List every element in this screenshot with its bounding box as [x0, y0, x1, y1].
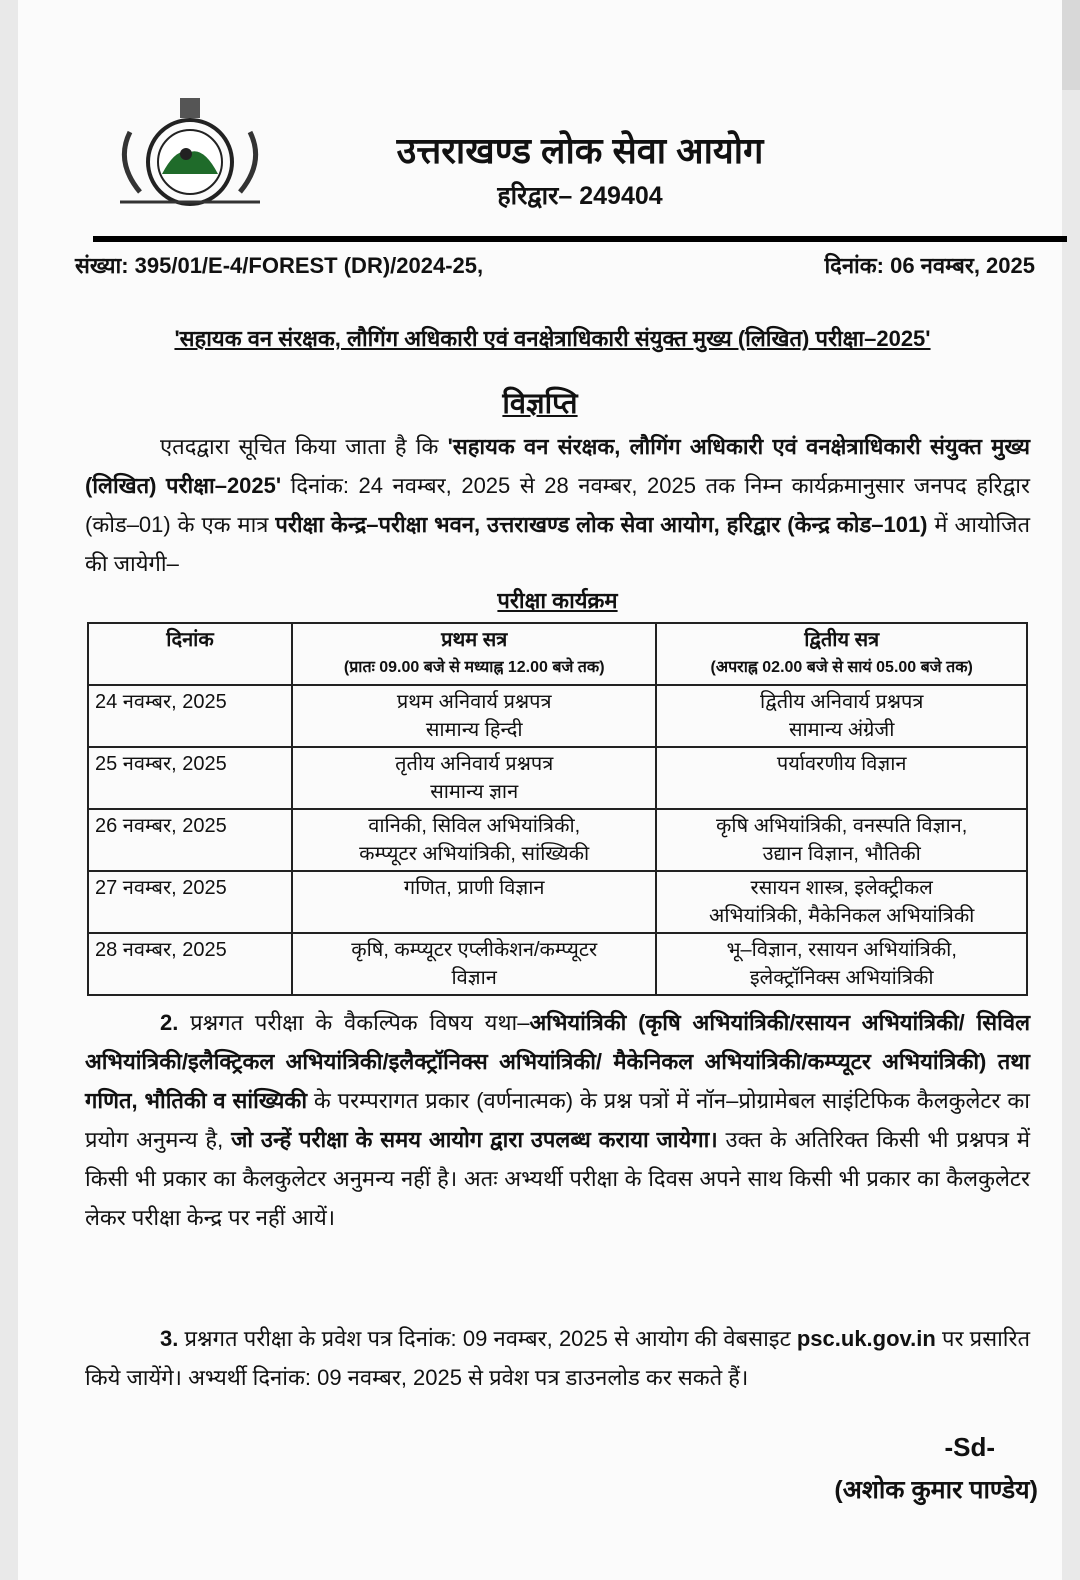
table-row: [88, 685, 1027, 747]
organization-address: हरिद्वार– 249404: [497, 182, 663, 210]
para3-segment: 3.: [160, 1326, 185, 1351]
row-first-session: वानिकी, सिविल अभियांत्रिकी, कम्प्यूटर अभियांत्रिकी, सांख्यिकी: [292, 809, 656, 871]
signature-sd: -Sd-: [944, 1432, 995, 1462]
row-date: 28 नवम्बर, 2025: [88, 933, 292, 995]
header-divider: [93, 236, 1067, 242]
emblem-logo: [110, 92, 270, 222]
row-first-session: तृतीय अनिवार्य प्रश्नपत्र सामान्य ज्ञान: [292, 747, 656, 809]
table-row: [88, 871, 1027, 933]
reference-number: संख्या: 395/01/E-4/FOREST (DR)/2024-25,: [75, 253, 484, 278]
para3-segment[interactable]: psc.uk.gov.in: [796, 1326, 936, 1351]
signatory-name: (अशोक कुमार पाण्डेय): [834, 1476, 1038, 1504]
notice-heading-text: विज्ञप्ति: [502, 388, 578, 420]
row-date: 24 नवम्बर, 2025: [88, 685, 292, 747]
para3-segment: पर प्रसारित किये जायेंगे। अभ्यर्थी दिनांक: 09 नवम्बर, 2025 से प्रवेश पत्र डाउनलोड कर सकते हैं।: [85, 1326, 1030, 1390]
row-second-session: भू–विज्ञान, रसायन अभियांत्रिकी, इलेक्ट्रॉनिक्स अभियांत्रिकी: [656, 933, 1027, 995]
paragraph-1: [85, 427, 1030, 583]
paragraph-3: [85, 1319, 1030, 1397]
row-date: 26 नवम्बर, 2025: [88, 809, 292, 871]
table-row: [88, 809, 1027, 871]
notice-date: दिनांक: 06 नवम्बर, 2025: [824, 253, 1035, 278]
para1-segment: 'सहायक वन संरक्षक, लौगिंग अधिकारी एवं वनक्षेत्राधिकारी संयुक्त मुख्य (लिखित) परीक्षा–2025': [85, 434, 1030, 498]
table-row: [88, 933, 1027, 995]
schedule-heading-text: परीक्षा कार्यक्रम: [497, 588, 618, 613]
row-second-session: पर्यावरणीय विज्ञान: [656, 747, 1027, 809]
para2-segment: प्रश्नगत परीक्षा के वैकल्पिक विषय यथा–: [190, 1010, 530, 1035]
para2-segment: अभियांत्रिकी (कृषि अभियांत्रिकी/रसायन अभियांत्रिकी/ सिविल अभियांत्रिकी/इलैक्ट्रिकल अभियांत्रिकी/इलैक्ट्रॉनिक्स अभियांत्रिकी/ मैकेनिकल अभियांत्रिकी/कम्प्यूटर अभियांत्रिकी) तथा गणित, भौतिकी व सांख्यिकी: [85, 1010, 1030, 1113]
schedule-heading: [0, 585, 1080, 615]
header-date: दिनांक: [88, 623, 292, 685]
organization-name: उत्तराखण्ड लोक सेवा आयोग: [396, 130, 764, 171]
para1-segment: दिनांक: 24 नवम्बर, 2025 से 28 नवम्बर, 2025 तक निम्न कार्यक्रमानुसार जनपद हरिद्वार (कोड–01) के एक मात्र: [85, 473, 1030, 537]
row-second-session: रसायन शास्त्र, इलेक्ट्रीकल अभियांत्रिकी, मैकेनिकल अभियांत्रिकी: [656, 871, 1027, 933]
row-first-session: कृषि, कम्प्यूटर एप्लीकेशन/कम्प्यूटर विज्ञान: [292, 933, 656, 995]
para1-segment: एतदद्वारा सूचित किया जाता है कि: [160, 434, 448, 459]
table-row: [88, 747, 1027, 809]
scroll-edge: [1062, 0, 1080, 90]
exam-schedule-table: [87, 622, 1028, 996]
row-date: 27 नवम्बर, 2025: [88, 871, 292, 933]
para1-segment: में आयोजित की जायेगी–: [85, 512, 1031, 576]
para2-segment: के परम्परागत प्रकार (वर्णनात्मक) के प्रश्न पत्रों में नॉन–प्रोग्रामेबल साइंटिफिक कैलकुलेटर का प्रयोग अनुमन्य है,: [85, 1088, 1030, 1152]
row-second-session: कृषि अभियांत्रिकी, वनस्पति विज्ञान, उद्यान विज्ञान, भौतिकी: [656, 809, 1027, 871]
para2-segment: 2.: [160, 1010, 191, 1035]
para3-segment: प्रश्नगत परीक्षा के प्रवेश पत्र दिनांक: 09 नवम्बर, 2025 से आयोग की वेबसाइट: [184, 1326, 797, 1351]
exam-title: 'सहायक वन संरक्षक, लौगिंग अधिकारी एवं वनक्षेत्राधिकारी संयुक्त मुख्य (लिखित) परीक्षा–2025': [174, 326, 931, 351]
para2-segment: जो उन्हें परीक्षा के समय आयोग द्वारा उपलब्ध कराया जायेगा।: [231, 1127, 718, 1152]
row-first-session: प्रथम अनिवार्य प्रश्नपत्र सामान्य हिन्दी: [292, 685, 656, 747]
header-second-session: द्वितीय सत्र (अपराह्न 02.00 बजे से सायं 05.00 बजे तक): [656, 623, 1027, 685]
paragraph-2: [85, 1003, 1030, 1237]
header-first-session: प्रथम सत्र (प्रातः 09.00 बजे से मध्याह्न 12.00 बजे तक): [292, 623, 656, 685]
table-header-row: [88, 623, 1027, 685]
row-date: 25 नवम्बर, 2025: [88, 747, 292, 809]
para1-segment: परीक्षा केन्द्र–परीक्षा भवन, उत्तराखण्ड लोक सेवा आयोग, हरिद्वार (केन्द्र कोड–101): [275, 512, 928, 537]
para2-segment: उक्त के अतिरिक्त किसी भी प्रश्नपत्र में किसी भी प्रकार का कैलकुलेटर अनुमन्य नहीं है। अतः अभ्यर्थी परीक्षा के दिवस अपने साथ किसी भी प्रकार का कैलकुलेटर लेकर परीक्षा केन्द्र पर नहीं आयें।: [85, 1127, 1031, 1230]
row-first-session: गणित, प्राणी विज्ञान: [292, 871, 656, 933]
row-second-session: द्वितीय अनिवार्य प्रश्नपत्र सामान्य अंग्रेजी: [656, 685, 1027, 747]
notice-heading: [0, 383, 1080, 422]
